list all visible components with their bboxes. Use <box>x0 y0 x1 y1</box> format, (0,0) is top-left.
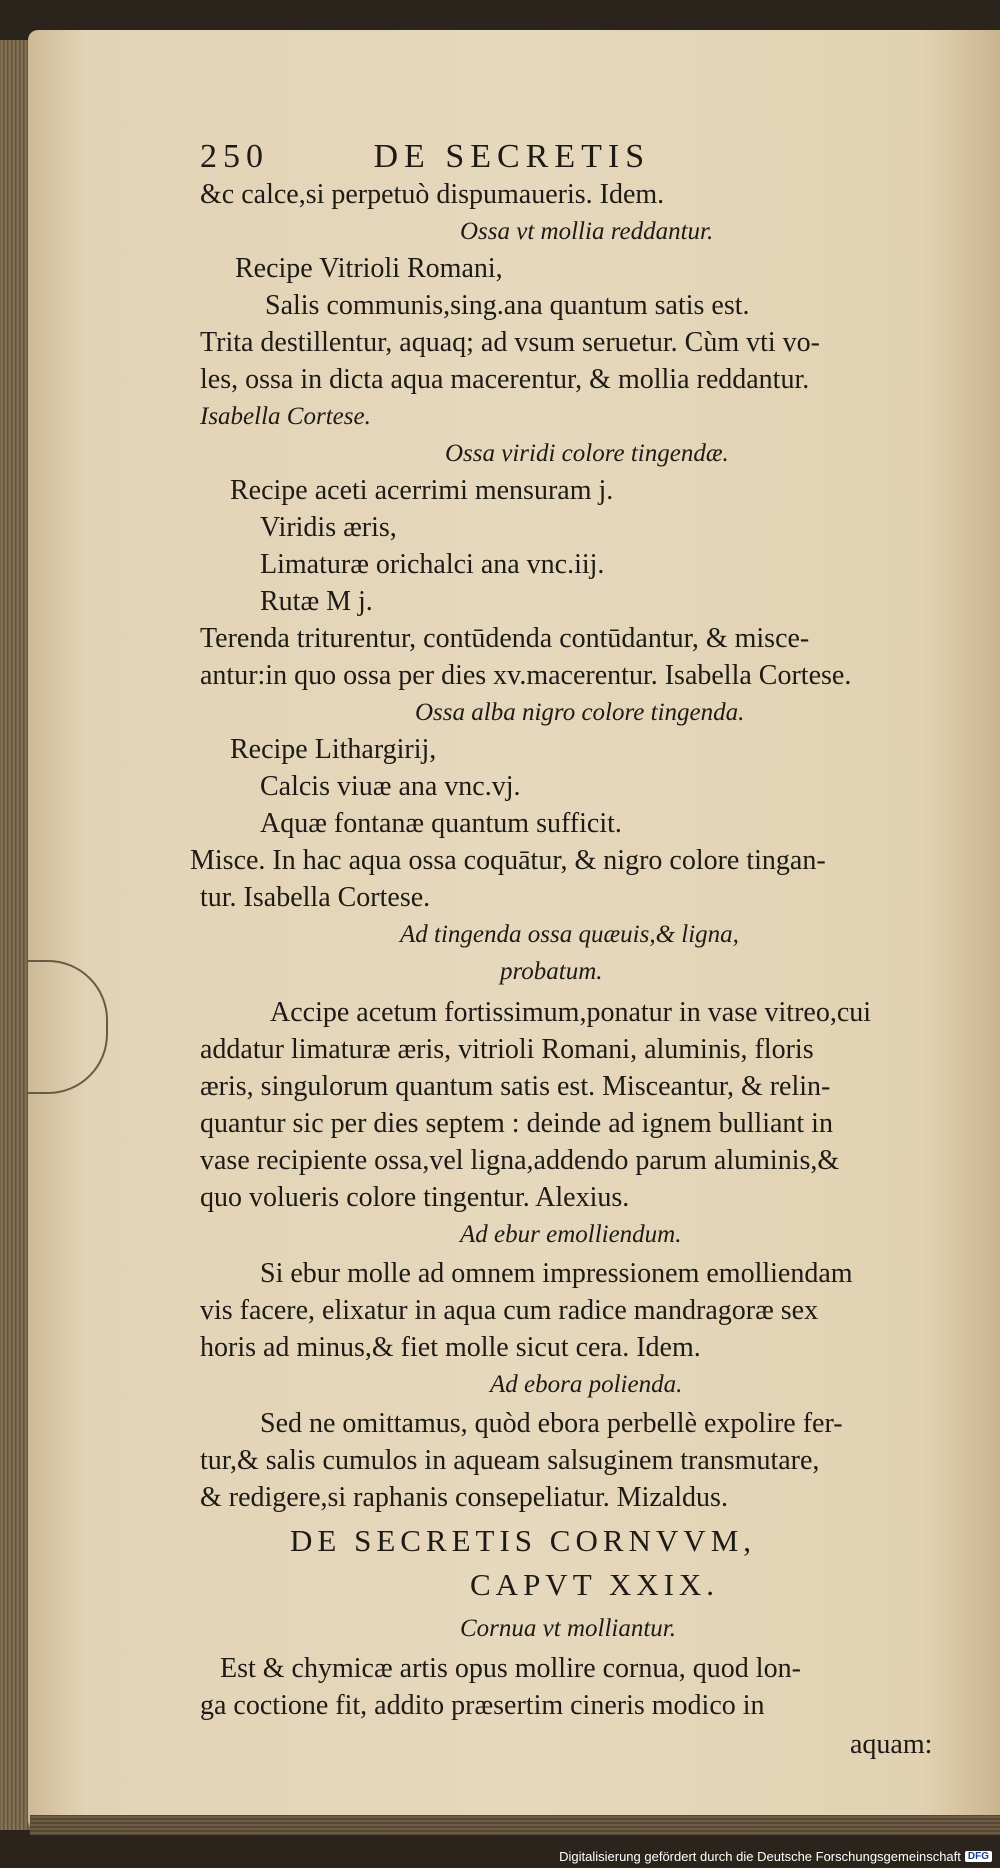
text-line: tur,& salis cumulos in aqueam salsuginem transmutare, <box>200 1445 820 1476</box>
text-line: Viridis æris, <box>260 512 397 543</box>
text-line: tur. Isabella Cortese. <box>200 882 431 913</box>
text-line: Recipe Lithargirij, <box>230 734 437 765</box>
text-line: Aquæ fontanæ quantum sufficit. <box>260 808 622 839</box>
chapter-title: CAPVT XXIX. <box>470 1567 720 1602</box>
section-title: DE SECRETIS CORNVVM, <box>290 1523 757 1558</box>
text-line: les, ossa in dicta aqua macerentur, & mollia reddantur. <box>200 364 810 395</box>
text-line: Est & chymicæ artis opus mollire cornua, quod lon- <box>220 1653 801 1684</box>
text-line: Recipe Vitrioli Romani, <box>235 253 503 284</box>
text-line: quantur sic per dies septem : deinde ad ignem bulliant in <box>200 1108 833 1139</box>
text-line: Sed ne omittamus, quòd ebora perbellè expolire fer- <box>260 1408 843 1439</box>
footer-text: Digitalisierung gefördert durch die Deutsche Forschungsgemeinschaft <box>559 1849 961 1864</box>
text-line: Terenda triturentur, contūdenda contūdantur, & misce- <box>200 623 810 654</box>
text-line: Recipe aceti acerrimi mensuram j. <box>230 475 614 506</box>
text-line: vis facere, elixatur in aqua cum radice mandragoræ sex <box>200 1295 819 1326</box>
text-line: æris, singulorum quantum satis est. Misceantur, & relin- <box>200 1071 831 1102</box>
recipe-heading: Ossa viridi colore tingendæ. <box>445 440 729 467</box>
text-line: quo volueris colore tingentur. Alexius. <box>200 1182 630 1213</box>
text-line: Misce. In hac aqua ossa coquātur, & nigro colore tingan- <box>190 845 826 876</box>
text-line: horis ad minus,& fiet molle sicut cera. Idem. <box>200 1332 701 1363</box>
text-line: Calcis viuæ ana vnc.vj. <box>260 771 521 802</box>
recipe-heading: Ossa alba nigro colore tingenda. <box>415 699 745 726</box>
bookmark-tab <box>28 960 108 1094</box>
text-line: antur:in quo ossa per dies xv.macerentur. Isabella Cortese. <box>200 660 852 691</box>
text-line: Limaturæ orichalci ana vnc.iij. <box>260 549 605 580</box>
digitization-footer <box>559 1849 992 1864</box>
text-line: Salis communis,sing.ana quantum satis est. <box>265 290 750 321</box>
recipe-heading: probatum. <box>500 958 603 985</box>
recipe-heading: Ad tingenda ossa quæuis,& ligna, <box>400 921 739 948</box>
text-line: vase recipiente ossa,vel ligna,addendo parum aluminis,& <box>200 1145 840 1176</box>
recipe-heading: Cornua vt molliantur. <box>460 1615 676 1642</box>
text-line: Trita destillentur, aquaq; ad vsum seruetur. Cùm vti vo- <box>200 327 820 358</box>
recipe-heading: Ad ebora polienda. <box>490 1371 683 1398</box>
recipe-heading: Ossa vt mollia reddantur. <box>460 218 714 245</box>
page-header <box>200 140 650 174</box>
text-line: &c calce,si perpetuò dispumaueris. Idem. <box>200 179 665 210</box>
text-line: Si ebur molle ad omnem impressionem emolliendam <box>260 1258 853 1289</box>
text-line: Rutæ M j. <box>260 586 373 617</box>
running-title: DE SECRETIS <box>373 138 651 175</box>
attribution: Isabella Cortese. <box>200 403 371 430</box>
page-edge <box>30 1815 1000 1835</box>
text-line: Accipe acetum fortissimum,ponatur in vase vitreo,cui <box>270 997 872 1028</box>
catchword: aquam: <box>850 1729 933 1760</box>
text-line: addatur limaturæ æris, vitrioli Romani, aluminis, floris <box>200 1034 814 1065</box>
recipe-heading: Ad ebur emolliendum. <box>460 1221 682 1248</box>
text-line: ga coctione fit, addito præsertim cineris modico in <box>200 1690 765 1721</box>
page-number: 250 <box>200 138 269 175</box>
dfg-logo: DFG <box>965 1851 992 1862</box>
text-line: & redigere,si raphanis consepeliatur. Mizaldus. <box>200 1482 728 1513</box>
